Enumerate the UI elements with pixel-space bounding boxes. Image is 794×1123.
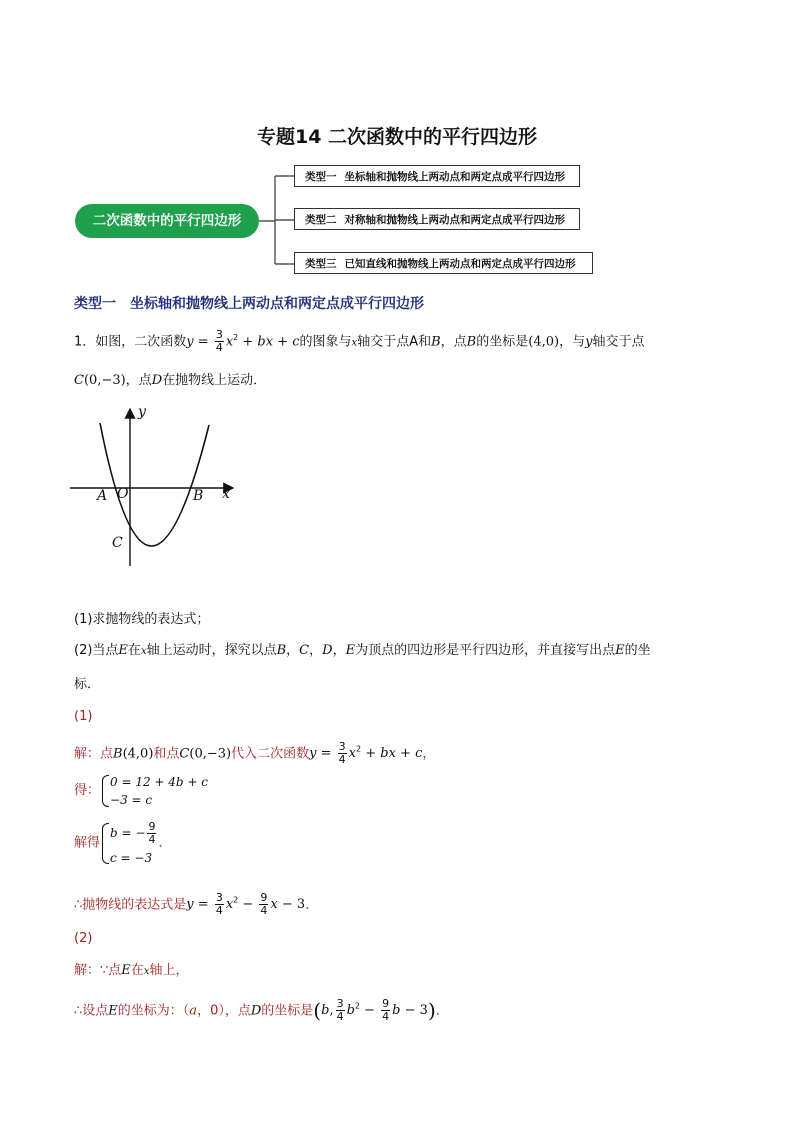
solution-system: 得： 0 = 12 + 4b + c −3 = c bbox=[74, 775, 209, 807]
question-2-line-2: 标． bbox=[74, 677, 101, 692]
section-heading: 类型一 坐标轴和抛物线上两动点和两定点成平行四边形 bbox=[74, 296, 424, 312]
question-1: (1)求抛物线的表达式； bbox=[74, 612, 210, 627]
mindmap-branch-1: 类型一 坐标轴和抛物线上两动点和两定点成平行四边形 bbox=[294, 165, 580, 187]
solution-line-2: 解：∵点E在x轴上， bbox=[74, 963, 189, 978]
solution-heading-1: (1) bbox=[74, 709, 93, 724]
mindmap-root: 二次函数中的平行四边形 bbox=[75, 204, 259, 238]
solution-heading-2: (2) bbox=[74, 931, 93, 946]
graph-label-B: B bbox=[193, 488, 204, 504]
mindmap-branch-3: 类型三 已知直线和抛物线上两动点和两定点成平行四边形 bbox=[294, 252, 593, 274]
page-title: 专题14 二次函数中的平行四边形 bbox=[256, 126, 538, 148]
question-2-line-1: (2)当点E在x轴上运动时，探究以点B，C，D，E为顶点的四边形是平行四边形，并直接写出点E的坐 bbox=[74, 643, 651, 658]
parabola-graph bbox=[70, 403, 240, 571]
mindmap-branch-2: 类型二 对称轴和抛物线上两动点和两定点成平行四边形 bbox=[294, 208, 580, 230]
graph-label-x: x bbox=[222, 486, 230, 502]
solution-expression: ∴抛物线的表达式是y = $\frac{3}{4}$ $x^2$ − $\frac{9}{4}$ x − 3． bbox=[74, 891, 319, 918]
problem-line-1: 1．如图，二次函数y = $\frac{3}{4}$ $x^2$ + bx + c的图象与x轴交于点A和B，点B的坐标是(4,0)，与y轴交于点 bbox=[74, 328, 645, 355]
graph-label-O: O bbox=[117, 486, 129, 502]
graph-label-y: y bbox=[138, 404, 146, 420]
solution-line-3: ∴设点E的坐标为：（a，0），点D的坐标是(b, $\frac{3}{4}$ $b^2$ − $\frac{9}{4}$ b − 3)． bbox=[74, 997, 449, 1024]
graph-label-C: C bbox=[112, 535, 123, 551]
problem-line-2: C(0,−3)，点D在抛物线上运动． bbox=[74, 373, 267, 388]
solution-result-system: 解得 b = − $\frac{9}{4}$ c = −3 ． bbox=[74, 820, 172, 865]
graph-label-A: A bbox=[97, 488, 108, 504]
solution-line-1: 解：点B(4,0)和点C(0,−3)代入二次函数y = $\frac{3}{4}$ $x^2$ + bx + c， bbox=[74, 740, 436, 767]
parabola-curve bbox=[100, 423, 209, 546]
